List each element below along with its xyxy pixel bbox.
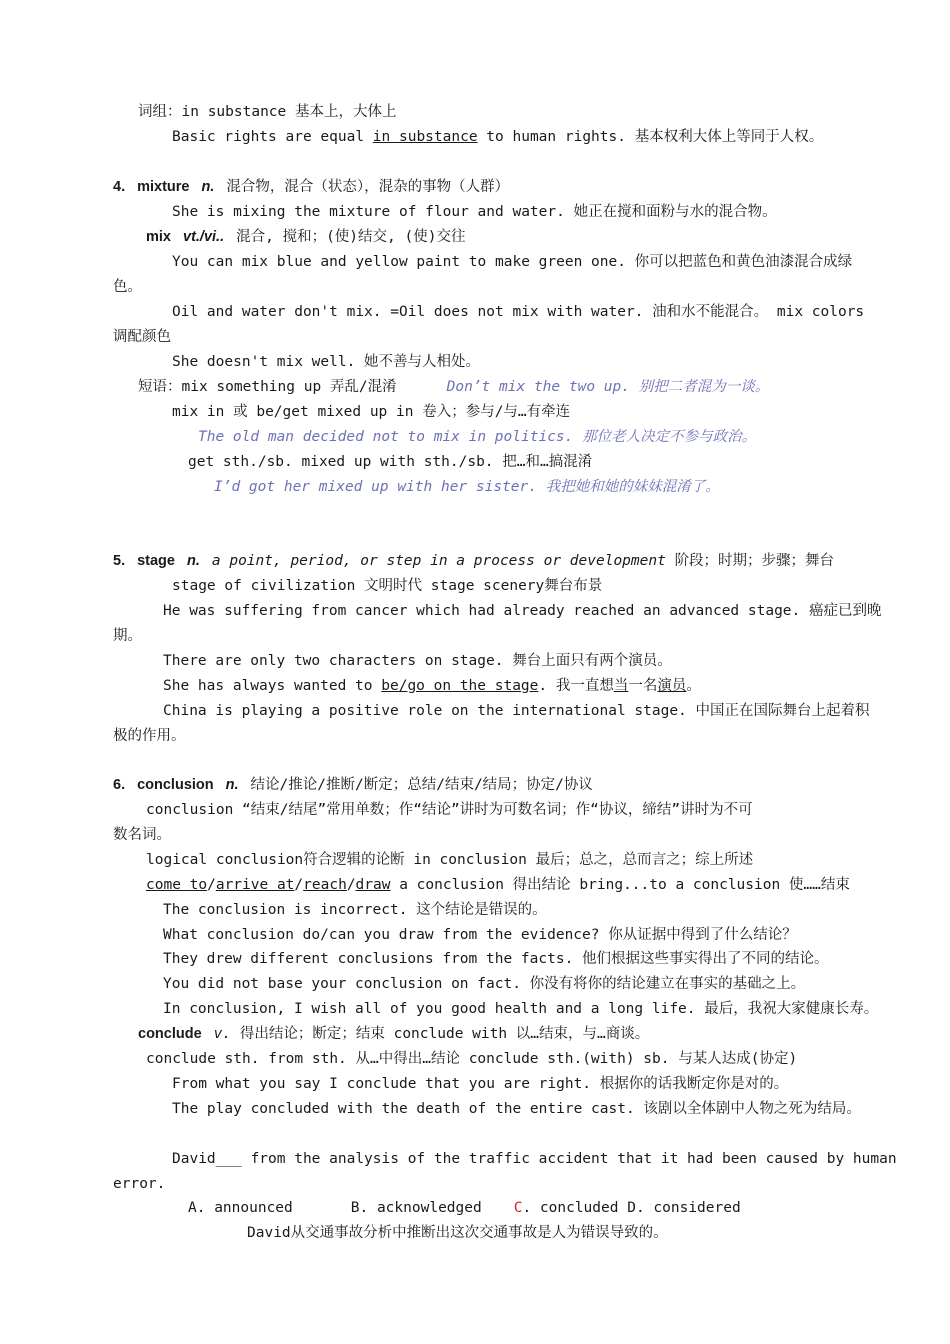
underlined-phrase: come to — [146, 877, 208, 893]
phrase-example: The old man decided not to mix in politics. 那位老人决定不参与政治。 — [198, 429, 757, 445]
option-b: B. acknowledged — [350, 1200, 482, 1216]
phrase-in-substance: 词组：in substance 基本上，大体上 — [138, 104, 397, 120]
exercise-question: David___ from the analysis of the traffic accident that it had been caused by human — [172, 1151, 897, 1167]
definition: 结论/推论/推断/断定；总结/结束/结局；协定/协议 — [250, 777, 593, 793]
headword: mixture — [137, 179, 190, 195]
phrase-line — [138, 377, 769, 397]
part-of-speech: vt./vi.. — [183, 229, 225, 245]
text: to human rights. 基本权利大体上等同于人权。 — [477, 129, 824, 145]
exercise-answer-translation: David从交通事故分析中推断出这次交通事故是人为错误导致的。 — [247, 1225, 668, 1241]
underlined-phrase: in substance — [372, 129, 478, 145]
example-sentence — [172, 127, 823, 147]
example-sentence: He was suffering from cancer which had already reached an advanced stage. 癌症已到晚 — [163, 603, 882, 619]
phrase: get sth./sb. mixed up with sth./sb. 把…和…搞混淆 — [188, 454, 593, 470]
underlined-phrase: draw — [355, 877, 391, 893]
option-d: D. considered — [627, 1200, 741, 1216]
exercise-options — [188, 1198, 741, 1218]
usage-note: conclusion “结束/结尾”常用单数；作“结论”讲时为可数名词；作“协议，缔结”讲时为不可 — [146, 802, 753, 818]
phrase: 短语：mix something up 弄乱/混淆 — [138, 379, 397, 395]
phrase: conclude sth. from sth. 从…中得出…结论 conclude sth.(with) sb. 与某人达成(协定) — [146, 1051, 798, 1067]
example-sentence: There are only two characters on stage. 舞台上面只有两个演员。 — [163, 653, 672, 669]
entry-heading-conclusion — [113, 775, 593, 795]
headword: mix — [146, 229, 171, 245]
example-sentence-cont: 调配颜色 — [113, 329, 171, 345]
underlined-phrase: 演员 — [657, 678, 687, 694]
underlined-phrase: arrive at — [215, 877, 295, 893]
text: She has always wanted to — [163, 678, 382, 694]
example-sentence-cont: 极的作用。 — [113, 728, 186, 744]
example-sentence: You can mix blue and yellow paint to make green one. 你可以把蓝色和黄色油漆混合成绿 — [172, 254, 853, 270]
phrase: stage of civilization 文明时代 stage scenery舞台布景 — [172, 578, 603, 594]
example-sentence-cont: 期。 — [113, 628, 142, 644]
phrase-example: Don’t mix the two up. 别把二者混为一谈。 — [446, 379, 770, 395]
entry-number: 5. — [113, 553, 126, 569]
definition: 混合物，混合（状态），混杂的事物（人群） — [226, 179, 510, 195]
definition: 得出结论；断定；结束 conclude with 以…结束，与…商谈。 — [239, 1026, 650, 1042]
example-sentence: She doesn't mix well. 她不善与人相处。 — [172, 354, 481, 370]
example-sentence: Oil and water don't mix. =Oil does not mix with water. 油和水不能混合。 mix colors — [172, 304, 865, 320]
phrase: logical conclusion符合逻辑的论断 in conclusion 最后；总之，总而言之；综上所述 — [146, 852, 754, 868]
option-c: . concluded — [522, 1200, 619, 1216]
exercise-question-cont: error. — [113, 1176, 166, 1192]
underlined-phrase: 当 — [613, 678, 629, 694]
example-sentence-cont: 色。 — [113, 279, 142, 295]
phrase-example: I’d got her mixed up with her sister. 我把她和她的妹妹混淆了。 — [214, 479, 720, 495]
entry-number: 6. — [113, 777, 126, 793]
example-sentence: From what you say I conclude that you are right. 根据你的话我断定你是对的。 — [172, 1076, 789, 1092]
text: 。 — [686, 678, 701, 694]
example-sentence: China is playing a positive role on the international stage. 中国正在国际舞台上起着积 — [163, 703, 870, 719]
underlined-phrase: reach — [303, 877, 347, 893]
entry-heading-mixture — [113, 177, 509, 197]
example-sentence — [163, 676, 701, 696]
headword: conclude — [138, 1026, 202, 1042]
example-sentence: They drew different conclusions from the facts. 他们根据这些事实得出了不同的结论。 — [163, 951, 829, 967]
option-a: A. announced — [188, 1200, 293, 1216]
part-of-speech: n. — [201, 179, 215, 195]
underlined-phrase: be/go on the stage — [381, 678, 539, 694]
entry-number: 4. — [113, 179, 126, 195]
example-sentence: In conclusion, I wish all of you good health and a long life. 最后，我祝大家健康长寿。 — [163, 1001, 879, 1017]
phrase: come to/arrive at/reach/draw a conclusion 得出结论 bring...to a conclusion 使……结束 — [146, 877, 850, 893]
headword: stage — [137, 553, 175, 569]
example-sentence: You did not base your conclusion on fact. 你没有将你的结论建立在事实的基础之上。 — [163, 976, 806, 992]
example-sentence: The play concluded with the death of the entire cast. 该剧以全体剧中人物之死为结局。 — [172, 1101, 861, 1117]
example-sentence: She is mixing the mixture of flour and water. 她正在搅和面粉与水的混合物。 — [172, 204, 777, 220]
english-definition: a point, period, or step in a process or development — [211, 553, 666, 569]
option-c-letter: C — [513, 1200, 523, 1216]
entry-heading-mix — [146, 227, 465, 247]
text: . 我一直想 — [538, 678, 614, 694]
text: 一名 — [628, 678, 658, 694]
example-sentence: What conclusion do/can you draw from the evidence? 你从证据中得到了什么结论？ — [163, 927, 797, 943]
usage-note-cont: 数名词。 — [113, 827, 171, 843]
example-sentence: The conclusion is incorrect. 这个结论是错误的。 — [163, 902, 547, 918]
part-of-speech: v. — [213, 1026, 232, 1042]
text: a conclusion 得出结论 bring...to a conclusion 使……结束 — [390, 877, 850, 893]
phrase: mix in 或 be/get mixed up in 卷入；参与/与…有牵连 — [172, 404, 571, 420]
text: Basic rights are equal — [172, 129, 373, 145]
headword: conclusion — [137, 777, 214, 793]
entry-heading-conclude — [138, 1024, 649, 1044]
definition: 混合, 搅和；(使)结交, (使)交往 — [236, 229, 466, 245]
part-of-speech: n. — [225, 777, 239, 793]
definition: 阶段；时期；步骤；舞台 — [674, 553, 835, 569]
entry-heading-stage — [113, 551, 834, 571]
part-of-speech: n. — [186, 553, 200, 569]
